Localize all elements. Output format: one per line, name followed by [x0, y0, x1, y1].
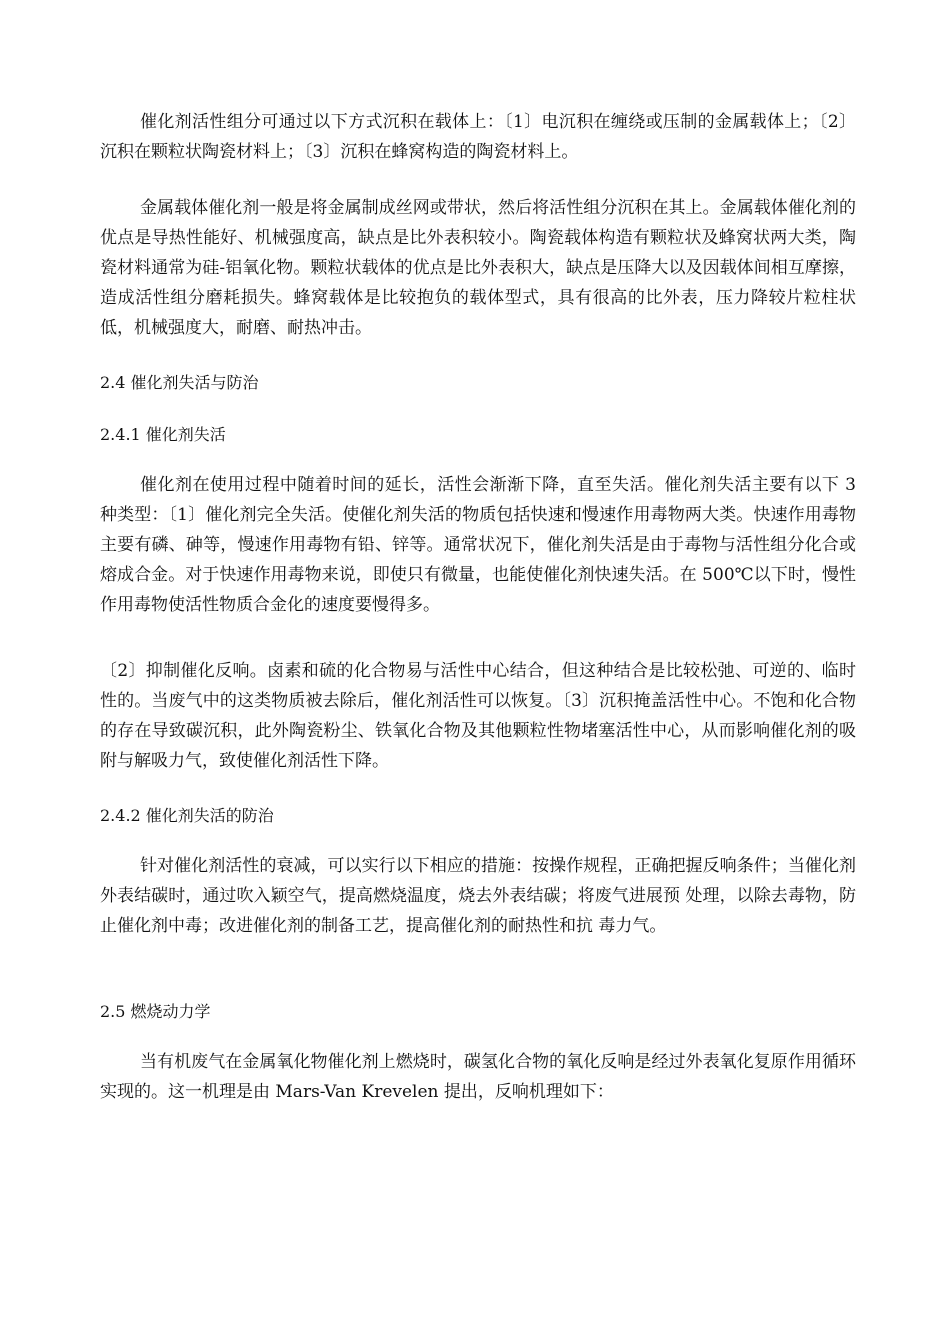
paragraph-deactivation-types: 催化剂在使用过程中随着时间的延长，活性会渐渐下降，直至失活。催化剂失活主要有以下 3 种类型：〔1〕催化剂完全失活。使催化剂失活的物质包括快速和慢速作用毒物两大类。快速作用毒物主要有磷、砷等，慢速作用毒物有铅、锌等。通常状况下，催化剂失活是由于毒物与活性组分化合或熔成合金。对于快速作用毒物来说，即使只有微量，也能使催化剂快速失活。在 500℃以下时，慢性作用毒物使活性物质合金化的速度要慢得多。: [100, 475, 856, 615]
paragraph-deactivation-continued: 〔2〕抑制催化反响。卤素和硫的化合物易与活性中心结合，但这种结合是比较松弛、可逆的、临时性的。当废气中的这类物质被去除后，催化剂活性可以恢复。〔3〕沉积掩盖活性中心。不饱和化合物的存在导致碳沉积，此外陶瓷粉尘、铁氧化合物及其他颗粒性物堵塞活性中心，从而影响催化剂的吸附与解吸力气，致使催化剂活性下降。: [100, 661, 856, 771]
paragraph-carrier-types: 金属载体催化剂一般是将金属制成丝网或带状，然后将活性组分沉积在其上。金属载体催化剂的优点是导热性能好、机械强度高，缺点是比外表积较小。陶瓷载体构造有颗粒状及蜂窝状两大类，陶瓷材料通常为硅-铝氧化物。颗粒状载体的优点是比外表积大，缺点是压降大以及因载体间相互摩擦，造成活性组分磨耗损失。蜂窝载体是比较抱负的载体型式，具有很高的比外表，压力降较片粒柱状低，机械强度大，耐磨、耐热冲击。: [100, 198, 856, 338]
section-heading-2-5: 2.5 燃烧动力学: [100, 1002, 211, 1021]
section-heading-2-4-2: 2.4.2 催化剂失活的防治: [100, 806, 274, 825]
section-heading-2-4-1: 2.4.1 催化剂失活: [100, 425, 226, 444]
section-heading-2-4: 2.4 催化剂失活与防治: [100, 373, 259, 392]
paragraph-combustion-kinetics: 当有机废气在金属氧化物催化剂上燃烧时，碳氢化合物的氧化反响是经过外表氧化复原作用循环实现的。这一机理是由 Mars-Van Krevelen 提出，反响机理如下：: [100, 1052, 856, 1102]
paragraph-catalyst-deposition: 催化剂活性组分可通过以下方式沉积在载体上：〔1〕电沉积在缠绕或压制的金属载体上；〔2〕沉积在颗粒状陶瓷材料上；〔3〕沉积在蜂窝构造的陶瓷材料上。: [100, 112, 856, 162]
paragraph-deactivation-prevention: 针对催化剂活性的衰减，可以实行以下相应的措施：按操作规程，正确把握反响条件；当催化剂外表结碳时，通过吹入颖空气，提高燃烧温度，烧去外表结碳；将废气进展预 处理，以除去毒物，防止催化剂中毒；改进催化剂的制备工艺，提高催化剂的耐热性和抗 毒力气。: [100, 856, 856, 936]
